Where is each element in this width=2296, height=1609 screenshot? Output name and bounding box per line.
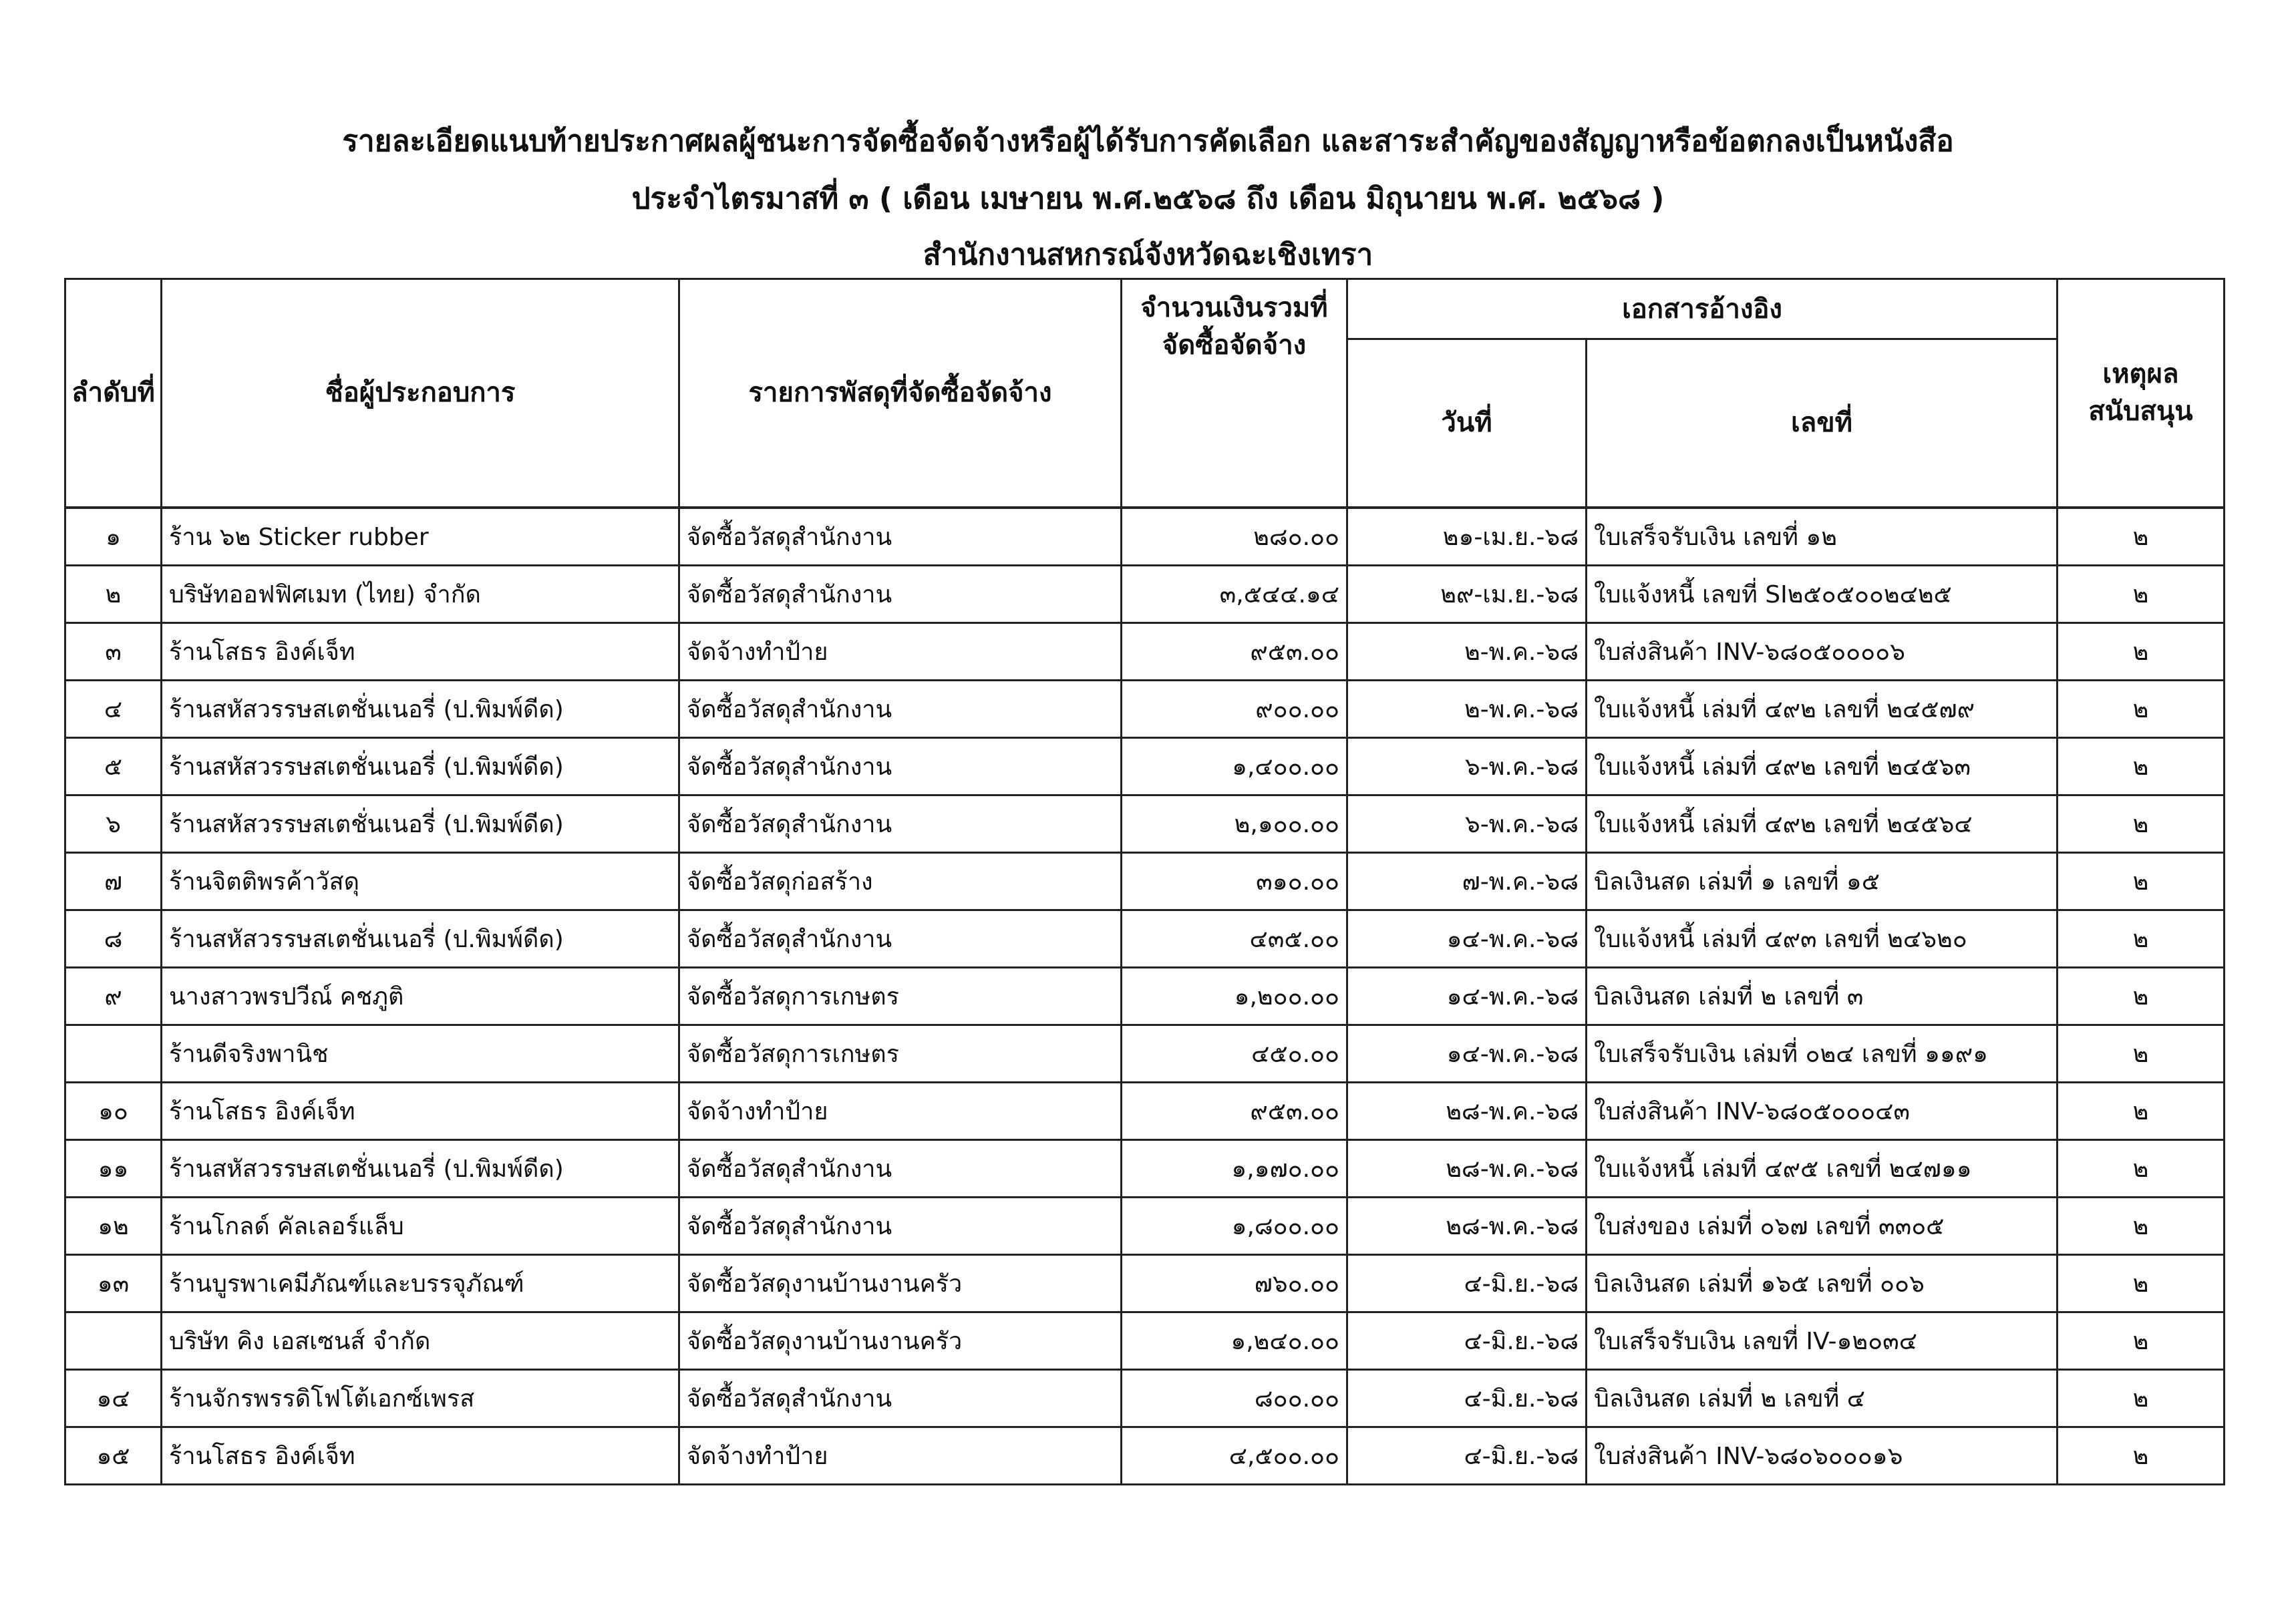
row-doc-no: ใบแจ้งหนี้ เล่มที่ ๔๙๒ เลขที่ ๒๔๕๖๔	[1587, 795, 2058, 852]
document-title: รายละเอียดแนบท้ายประกาศผลผู้ชนะการจัดซื้อจัดจ้างหรือผู้ได้รับการคัดเลือก และสาระสำคัญของสัญญาหรือข้อตกลงเป็นหนังสือ	[342, 124, 1954, 158]
row-amount: ๗๖๐.๐๐	[1122, 1254, 1347, 1312]
row-reason: ๒	[2058, 1025, 2225, 1082]
row-reason: ๒	[2058, 1312, 2225, 1369]
row-reason: ๒	[2058, 1254, 2225, 1312]
row-amount: ๘๐๐.๐๐	[1122, 1369, 1347, 1427]
row-doc-no: บิลเงินสด เล่มที่ ๒ เลขที่ ๓	[1587, 967, 2058, 1025]
row-no: ๑๕	[65, 1427, 162, 1484]
row-vendor: ร้าน ๖๒ Sticker rubber	[162, 508, 679, 566]
row-date: ๗-พ.ค.-๖๘	[1347, 852, 1587, 910]
table-row	[65, 1312, 2225, 1369]
row-reason: ๒	[2058, 737, 2225, 795]
table-row	[65, 1139, 2225, 1197]
table-body	[65, 508, 2225, 1485]
table-row	[65, 1254, 2225, 1312]
row-no: ๑๑	[65, 1139, 162, 1197]
col-header-date: วันที่	[1347, 339, 1587, 508]
row-reason: ๒	[2058, 508, 2225, 566]
row-no: ๑๒	[65, 1197, 162, 1254]
row-no: ๔	[65, 680, 162, 737]
row-item: จัดจ้างทำป้าย	[679, 622, 1122, 680]
row-date: ๔-มิ.ย.-๖๘	[1347, 1427, 1587, 1484]
row-no: ๑๐	[65, 1082, 162, 1139]
row-item: จัดซื้อวัสดุสำนักงาน	[679, 1369, 1122, 1427]
row-amount: ๑,๒๐๐.๐๐	[1122, 967, 1347, 1025]
row-item: จัดซื้อวัสดุก่อสร้าง	[679, 852, 1122, 910]
row-vendor: ร้านดีจริงพานิช	[162, 1025, 679, 1082]
col-header-reason: เหตุผลสนับสนุน	[2058, 279, 2225, 508]
row-vendor: ร้านจิตติพรค้าวัสดุ	[162, 852, 679, 910]
row-doc-no: บิลเงินสด เล่มที่ ๑ เลขที่ ๑๕	[1587, 852, 2058, 910]
row-amount: ๓,๕๔๔.๑๔	[1122, 565, 1347, 622]
row-reason: ๒	[2058, 910, 2225, 967]
row-reason: ๒	[2058, 852, 2225, 910]
row-date: ๒-พ.ค.-๖๘	[1347, 622, 1587, 680]
table-row	[65, 1082, 2225, 1139]
row-doc-no: ใบส่งสินค้า INV-๖๘๐๕๐๐๐๐๖	[1587, 622, 2058, 680]
row-reason: ๒	[2058, 967, 2225, 1025]
row-vendor: ร้านโสธร อิงค์เจ็ท	[162, 1082, 679, 1139]
table-row	[65, 680, 2225, 737]
row-vendor: ร้านสหัสวรรษสเตชั่นเนอรี่ (ป.พิมพ์ดีด)	[162, 737, 679, 795]
row-item: จัดซื้อวัสดุการเกษตร	[679, 1025, 1122, 1082]
row-date: ๒๘-พ.ค.-๖๘	[1347, 1082, 1587, 1139]
row-reason: ๒	[2058, 795, 2225, 852]
row-amount: ๙๕๓.๐๐	[1122, 1082, 1347, 1139]
row-doc-no: ใบส่งสินค้า INV-๖๘๐๕๐๐๐๔๓	[1587, 1082, 2058, 1139]
row-no: ๘	[65, 910, 162, 967]
row-vendor: ร้านสหัสวรรษสเตชั่นเนอรี่ (ป.พิมพ์ดีด)	[162, 910, 679, 967]
row-date: ๔-มิ.ย.-๖๘	[1347, 1254, 1587, 1312]
row-doc-no: ใบแจ้งหนี้ เลขที่ SI๒๕๐๕๐๐๒๔๒๕	[1587, 565, 2058, 622]
row-vendor: ร้านโสธร อิงค์เจ็ท	[162, 1427, 679, 1484]
row-date: ๖-พ.ค.-๖๘	[1347, 737, 1587, 795]
row-amount: ๒๘๐.๐๐	[1122, 508, 1347, 566]
row-no	[65, 1312, 162, 1369]
row-doc-no: บิลเงินสด เล่มที่ ๑๖๕ เลขที่ ๐๐๖	[1587, 1254, 2058, 1312]
row-amount: ๑,๒๔๐.๐๐	[1122, 1312, 1347, 1369]
row-item: จัดซื้อวัสดุสำนักงาน	[679, 910, 1122, 967]
table-row	[65, 1025, 2225, 1082]
row-vendor: ร้านจักรพรรดิโฟโต้เอกซ์เพรส	[162, 1369, 679, 1427]
row-doc-no: ใบแจ้งหนี้ เล่มที่ ๔๙๓ เลขที่ ๒๔๖๒๐	[1587, 910, 2058, 967]
row-amount: ๙๐๐.๐๐	[1122, 680, 1347, 737]
row-no: ๒	[65, 565, 162, 622]
row-no: ๙	[65, 967, 162, 1025]
row-no: ๑	[65, 508, 162, 566]
row-doc-no: ใบแจ้งหนี้ เล่มที่ ๔๙๒ เลขที่ ๒๔๕๖๓	[1587, 737, 2058, 795]
row-amount: ๑,๘๐๐.๐๐	[1122, 1197, 1347, 1254]
row-vendor: ร้านโสธร อิงค์เจ็ท	[162, 622, 679, 680]
row-item: จัดซื้อวัสดุสำนักงาน	[679, 737, 1122, 795]
row-doc-no: ใบแจ้งหนี้ เล่มที่ ๔๙๒ เลขที่ ๒๔๕๗๙	[1587, 680, 2058, 737]
row-amount: ๑,๔๐๐.๐๐	[1122, 737, 1347, 795]
table-row	[65, 508, 2225, 566]
table-row	[65, 622, 2225, 680]
table-row	[65, 910, 2225, 967]
row-date: ๒๙-เม.ย.-๖๘	[1347, 565, 1587, 622]
row-date: ๑๔-พ.ค.-๖๘	[1347, 967, 1587, 1025]
row-item: จัดซื้อวัสดุสำนักงาน	[679, 680, 1122, 737]
row-date: ๒๘-พ.ค.-๖๘	[1347, 1197, 1587, 1254]
row-amount: ๔๕๐.๐๐	[1122, 1025, 1347, 1082]
row-item: จัดซื้อวัสดุสำนักงาน	[679, 508, 1122, 566]
col-header-item: รายการพัสดุที่จัดซื้อจัดจ้าง	[679, 279, 1122, 508]
row-date: ๑๔-พ.ค.-๖๘	[1347, 1025, 1587, 1082]
row-amount: ๔,๕๐๐.๐๐	[1122, 1427, 1347, 1484]
table-row	[65, 565, 2225, 622]
row-reason: ๒	[2058, 1197, 2225, 1254]
row-no: ๓	[65, 622, 162, 680]
row-reason: ๒	[2058, 622, 2225, 680]
table-row	[65, 1427, 2225, 1484]
row-doc-no: ใบเสร็จรับเงิน เล่มที่ ๐๒๔ เลขที่ ๑๑๙๑	[1587, 1025, 2058, 1082]
row-doc-no: ใบส่งของ เล่มที่ ๐๖๗ เลขที่ ๓๓๐๕	[1587, 1197, 2058, 1254]
row-item: จัดซื้อวัสดุสำนักงาน	[679, 1197, 1122, 1254]
row-doc-no: ใบแจ้งหนี้ เล่มที่ ๔๙๕ เลขที่ ๒๔๗๑๑	[1587, 1139, 2058, 1197]
procurement-table	[64, 278, 2225, 1485]
row-no: ๗	[65, 852, 162, 910]
table-row	[65, 1369, 2225, 1427]
document-period: ประจำไตรมาสที่ ๓ ( เดือน เมษายน พ.ศ.๒๕๖๘ ถึง เดือน มิถุนายน พ.ศ. ๒๕๖๘ )	[631, 182, 1665, 216]
document-office: สำนักงานสหกรณ์จังหวัดฉะเชิงเทรา	[923, 238, 1373, 272]
row-item: จัดซื้อวัสดุสำนักงาน	[679, 1139, 1122, 1197]
row-reason: ๒	[2058, 1139, 2225, 1197]
row-amount: ๔๓๕.๐๐	[1122, 910, 1347, 967]
row-reason: ๒	[2058, 1427, 2225, 1484]
row-item: จัดซื้อวัสดุงานบ้านงานครัว	[679, 1312, 1122, 1369]
row-no: ๖	[65, 795, 162, 852]
row-amount: ๓๑๐.๐๐	[1122, 852, 1347, 910]
table-row	[65, 737, 2225, 795]
row-no	[65, 1025, 162, 1082]
row-date: ๒๑-เม.ย.-๖๘	[1347, 508, 1587, 566]
row-amount: ๙๕๓.๐๐	[1122, 622, 1347, 680]
col-header-doc-no: เลขที่	[1587, 339, 2058, 508]
row-date: ๑๔-พ.ค.-๖๘	[1347, 910, 1587, 967]
col-header-no: ลำดับที่	[65, 279, 162, 508]
row-reason: ๒	[2058, 1082, 2225, 1139]
row-vendor: ร้านสหัสวรรษสเตชั่นเนอรี่ (ป.พิมพ์ดีด)	[162, 1139, 679, 1197]
row-doc-no: บิลเงินสด เล่มที่ ๒ เลขที่ ๔	[1587, 1369, 2058, 1427]
row-vendor: ร้านบูรพาเคมีภัณฑ์และบรรจุภัณฑ์	[162, 1254, 679, 1312]
row-no: ๑๓	[65, 1254, 162, 1312]
row-vendor: ร้านสหัสวรรษสเตชั่นเนอรี่ (ป.พิมพ์ดีด)	[162, 795, 679, 852]
row-vendor: ร้านโกลด์ คัลเลอร์แล็บ	[162, 1197, 679, 1254]
table-row	[65, 795, 2225, 852]
row-reason: ๒	[2058, 680, 2225, 737]
col-header-amount: จำนวนเงินรวมที่จัดซื้อจัดจ้าง	[1122, 279, 1347, 508]
table-row	[65, 852, 2225, 910]
row-date: ๔-มิ.ย.-๖๘	[1347, 1312, 1587, 1369]
row-item: จัดซื้อวัสดุสำนักงาน	[679, 565, 1122, 622]
row-vendor: นางสาวพรปวีณ์ คชภูติ	[162, 967, 679, 1025]
table-row	[65, 967, 2225, 1025]
row-doc-no: ใบเสร็จรับเงิน เลขที่ ๑๒	[1587, 508, 2058, 566]
row-amount: ๒,๑๐๐.๐๐	[1122, 795, 1347, 852]
row-date: ๔-มิ.ย.-๖๘	[1347, 1369, 1587, 1427]
row-reason: ๒	[2058, 1369, 2225, 1427]
row-date: ๒-พ.ค.-๖๘	[1347, 680, 1587, 737]
row-no: ๑๔	[65, 1369, 162, 1427]
row-reason: ๒	[2058, 565, 2225, 622]
row-vendor: บริษัท คิง เอสเซนส์ จำกัด	[162, 1312, 679, 1369]
row-no: ๕	[65, 737, 162, 795]
table-row	[65, 1197, 2225, 1254]
row-doc-no: ใบเสร็จรับเงิน เลขที่ IV-๑๒๐๓๔	[1587, 1312, 2058, 1369]
row-item: จัดจ้างทำป้าย	[679, 1082, 1122, 1139]
row-item: จัดซื้อวัสดุสำนักงาน	[679, 795, 1122, 852]
row-amount: ๑,๑๗๐.๐๐	[1122, 1139, 1347, 1197]
row-item: จัดซื้อวัสดุการเกษตร	[679, 967, 1122, 1025]
row-doc-no: ใบส่งสินค้า INV-๖๘๐๖๐๐๐๑๖	[1587, 1427, 2058, 1484]
row-date: ๒๘-พ.ค.-๖๘	[1347, 1139, 1587, 1197]
col-header-reference: เอกสารอ้างอิง	[1347, 279, 2058, 339]
row-item: จัดจ้างทำป้าย	[679, 1427, 1122, 1484]
row-vendor: บริษัทออฟฟิศเมท (ไทย) จำกัด	[162, 565, 679, 622]
row-item: จัดซื้อวัสดุงานบ้านงานครัว	[679, 1254, 1122, 1312]
col-header-vendor: ชื่อผู้ประกอบการ	[162, 279, 679, 508]
row-vendor: ร้านสหัสวรรษสเตชั่นเนอรี่ (ป.พิมพ์ดีด)	[162, 680, 679, 737]
row-date: ๖-พ.ค.-๖๘	[1347, 795, 1587, 852]
